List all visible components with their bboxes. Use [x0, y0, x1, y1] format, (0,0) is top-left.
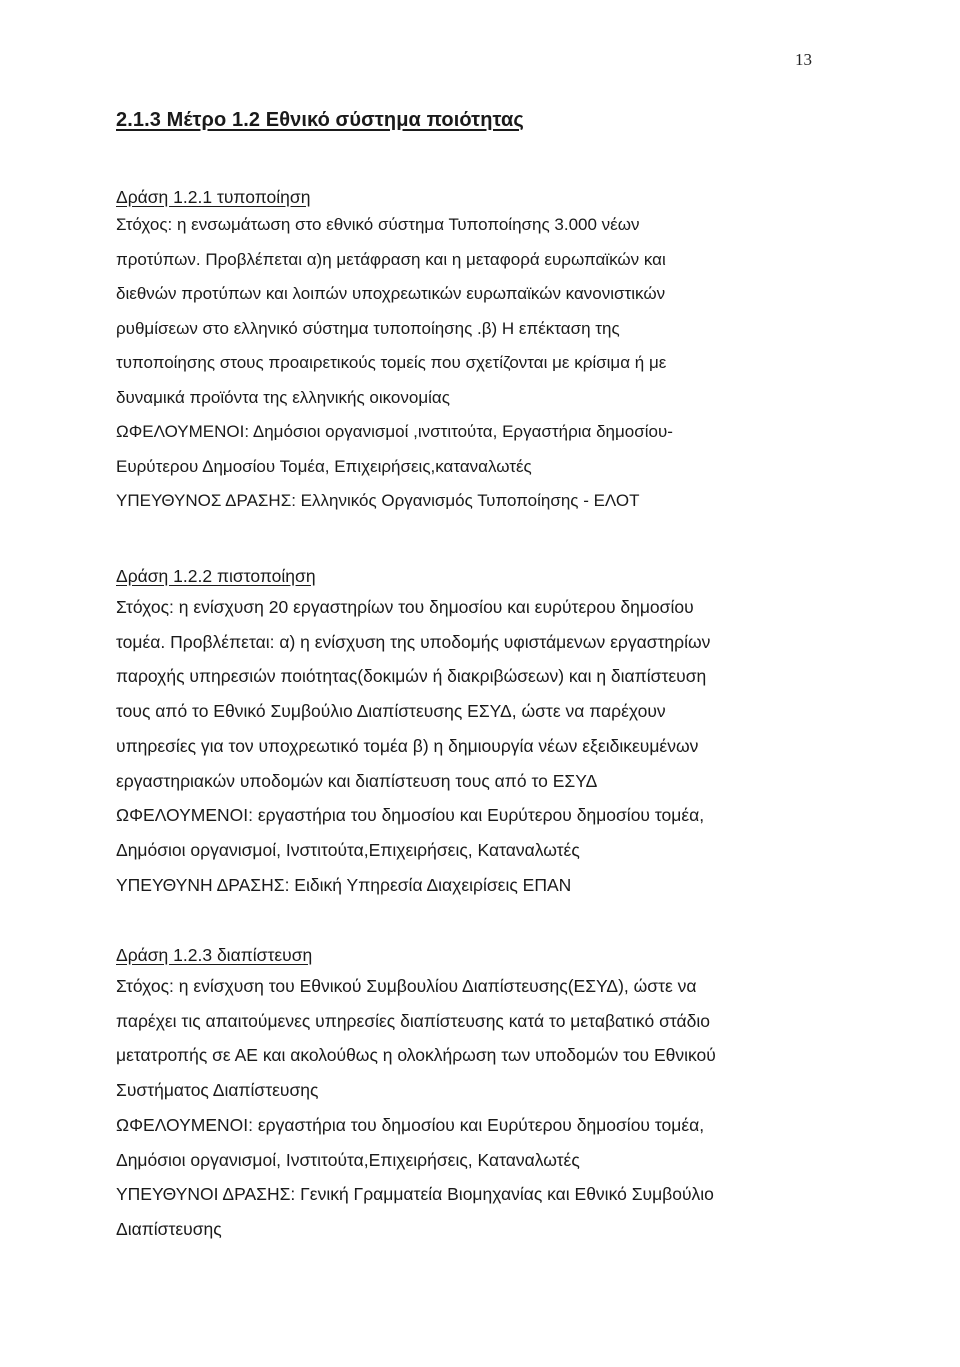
action-title: Δράση 1.2.2 πιστοποίηση	[116, 566, 316, 586]
goal-line: εργαστηριακών υποδομών και διαπίστευση τους από το ΕΣΥΔ	[116, 770, 598, 791]
goal-paragraph	[116, 208, 816, 415]
beneficiaries-paragraph	[116, 415, 816, 484]
responsible-line: ΥΠΕΥΘΥΝΗ ΔΡΑΣΗΣ: Ειδική Υπηρεσία Διαχειρίσεις ΕΠΑΝ	[116, 874, 572, 895]
goal-paragraph	[116, 590, 816, 798]
goal-line: υπηρεσίες για τον υποχρεωτικό τομέα β) η δημιουργία νέων εξειδικευμένων	[116, 735, 699, 756]
goal-line: Συστήματος Διαπίστευσης	[116, 1080, 319, 1101]
goal-line: τους από το Εθνικό Συμβούλιο Διαπίστευσης ΕΣΥΔ, ώστε να παρέχουν	[116, 701, 666, 722]
responsible-paragraph	[116, 484, 816, 519]
goal-line: μετατροπής σε ΑΕ και ακολούθως η ολοκλήρωση των υποδομών του Εθνικού	[116, 1045, 716, 1066]
goal-line: Στόχος: η ενσωμάτωση στο εθνικό σύστημα Τυποποίησης 3.000 νέων	[116, 215, 640, 234]
goal-line: τυποποίησης στους προαιρετικούς τομείς που σχετίζονται με κρίσιμα ή με	[116, 353, 667, 372]
beneficiaries-paragraph	[116, 798, 816, 867]
action-title: Δράση 1.2.3 διαπίστευση	[116, 945, 313, 965]
beneficiaries-line: ΩΦΕΛΟΥΜΕΝΟΙ: Δημόσιοι οργανισμοί ,ινστιτούτα, Εργαστήρια δημοσίου-	[116, 422, 673, 441]
responsible-paragraph	[116, 868, 816, 903]
action-body	[116, 590, 816, 902]
beneficiaries-line: Δημόσιοι οργανισμοί, Ινστιτούτα,Επιχειρήσεις, Καταναλωτές	[116, 839, 580, 860]
page-number: 13	[795, 50, 812, 69]
action-body	[116, 969, 816, 1247]
section-heading: 2.1.3 Μέτρο 1.2 Εθνικό σύστημα ποιότητας	[116, 109, 524, 131]
beneficiaries-line: ΩΦΕΛΟΥΜΕΝΟΙ: εργαστήρια του δημοσίου και Ευρύτερου δημοσίου τομέα,	[116, 805, 705, 826]
action-section-1-2-3	[116, 941, 816, 1247]
responsible-line: ΥΠΕΥΘΥΝΟΙ ΔΡΑΣΗΣ: Γενική Γραμματεία Βιομηχανίας και Εθνικό Συμβούλιο	[116, 1184, 714, 1205]
goal-line: Στόχος: η ενίσχυση του Εθνικού Συμβουλίου Διαπίστευσης(ΕΣΥΔ), ώστε να	[116, 976, 697, 996]
goal-line: δυναμικά προϊόντα της ελληνικής οικονομίας	[116, 387, 450, 407]
goal-line: προτύπων. Προβλέπεται α)η μετάφραση και η μεταφορά ευρωπαϊκών και	[116, 249, 666, 269]
responsible-line: ΥΠΕΥΘΥΝΟΣ ΔΡΑΣΗΣ: Ελληνικός Οργανισμός Τυποποίησης - ΕΛΟΤ	[116, 491, 640, 510]
beneficiaries-paragraph	[116, 1108, 816, 1177]
responsible-line: Διαπίστευσης	[116, 1218, 222, 1239]
responsible-paragraph	[116, 1177, 816, 1246]
goal-line: τομέα. Προβλέπεται: α) η ενίσχυση της υποδομής υφιστάμενων εργαστηρίων	[116, 631, 711, 652]
goal-line: παροχής υπηρεσιών ποιότητας(δοκιμών ή διακριβώσεων) και η διαπίστευση	[116, 666, 707, 687]
action-section-1-2-2	[116, 562, 816, 902]
goal-line: διεθνών προτύπων και λοιπών υποχρεωτικών ευρωπαϊκών κανονιστικών	[116, 284, 666, 303]
action-section-1-2-1	[116, 186, 816, 519]
beneficiaries-line: ΩΦΕΛΟΥΜΕΝΟΙ: εργαστήρια του δημοσίου και Ευρύτερου δημοσίου τομέα,	[116, 1114, 705, 1135]
goal-paragraph	[116, 969, 816, 1108]
beneficiaries-line: Δημόσιοι οργανισμοί, Ινστιτούτα,Επιχειρήσεις, Καταναλωτές	[116, 1149, 580, 1170]
action-body	[116, 208, 816, 519]
goal-line: Στόχος: η ενίσχυση 20 εργαστηρίων του δημοσίου και ευρύτερου δημοσίου	[116, 597, 694, 617]
goal-line: ρυθμίσεων στο ελληνικό σύστημα τυποποίησης .β) Η επέκταση της	[116, 318, 620, 338]
action-title: Δράση 1.2.1 τυποποίηση	[116, 187, 311, 207]
beneficiaries-line: Ευρύτερου Δημοσίου Τομέα, Επιχειρήσεις,καταναλωτές	[116, 456, 532, 476]
goal-line: παρέχει τις απαιτούμενες υπηρεσίες διαπίστευσης κατά το μεταβατικό στάδιο	[116, 1010, 711, 1031]
